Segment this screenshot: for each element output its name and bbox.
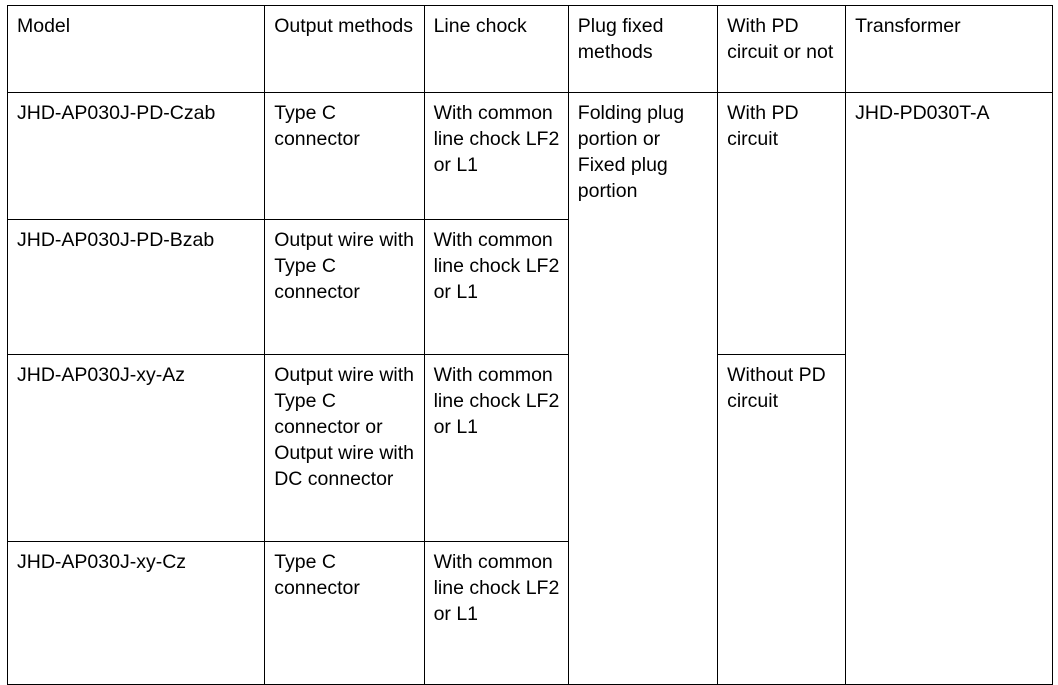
- cell-line-chock: With common line chock LF2 or L1: [424, 542, 568, 685]
- column-header-transformer: Transformer: [846, 6, 1053, 93]
- cell-output-methods: Output wire with Type C connector: [265, 220, 424, 355]
- table-row: [8, 93, 1053, 220]
- cell-line-chock: With common line chock LF2 or L1: [424, 93, 568, 220]
- document-page: [0, 5, 1058, 651]
- cell-pd-circuit: Without PD circuit: [718, 355, 846, 685]
- cell-model: JHD-AP030J-PD-Bzab: [8, 220, 265, 355]
- cell-output-methods: Type C connector: [265, 93, 424, 220]
- column-header-model: Model: [8, 6, 265, 93]
- column-header-output-methods: Output methods: [265, 6, 424, 93]
- column-header-pd-circuit: With PD circuit or not: [718, 6, 846, 93]
- cell-model: JHD-AP030J-xy-Cz: [8, 542, 265, 685]
- column-header-plug-fixed-methods: Plug fixed methods: [568, 6, 717, 93]
- cell-line-chock: With common line chock LF2 or L1: [424, 355, 568, 542]
- cell-transformer: JHD-PD030T-A: [846, 93, 1053, 685]
- cell-plug-fixed-methods: Folding plug portion or Fixed plug portion: [568, 93, 717, 685]
- table-header-row: [8, 6, 1053, 93]
- cell-output-methods: Output wire with Type C connector or Output wire with DC connector: [265, 355, 424, 542]
- cell-model: JHD-AP030J-xy-Az: [8, 355, 265, 542]
- cell-pd-circuit: With PD circuit: [718, 93, 846, 355]
- cell-output-methods: Type C connector: [265, 542, 424, 685]
- cell-model: JHD-AP030J-PD-Czab: [8, 93, 265, 220]
- model-specification-table: [7, 5, 1053, 685]
- cell-line-chock: With common line chock LF2 or L1: [424, 220, 568, 355]
- column-header-line-chock: Line chock: [424, 6, 568, 93]
